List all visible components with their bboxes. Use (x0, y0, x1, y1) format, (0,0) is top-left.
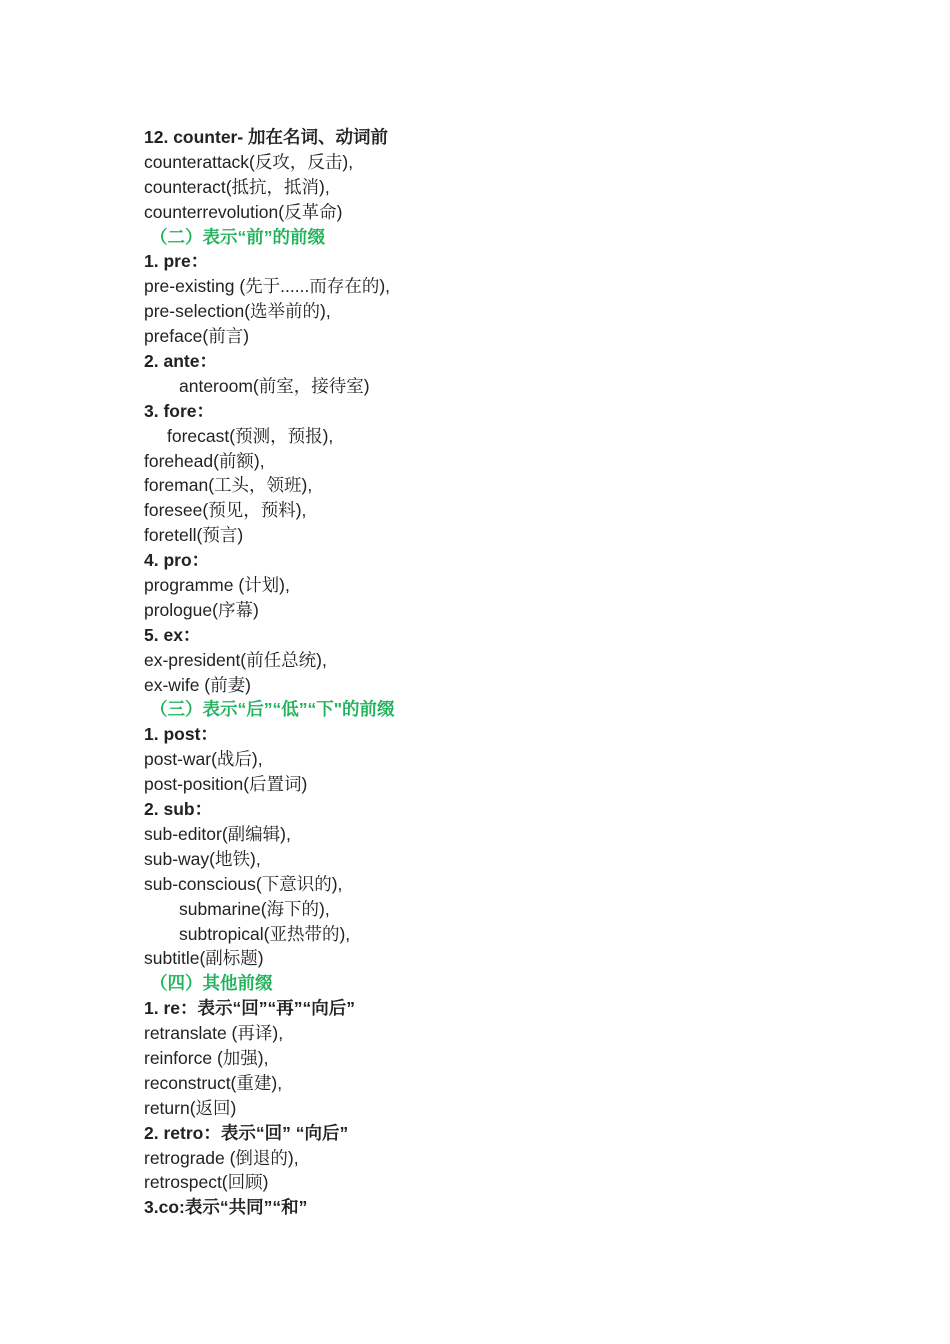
text-line: subtitle(副标题) (144, 948, 264, 969)
text-line: sub-conscious(下意识的), (144, 873, 343, 894)
section-heading-before: （二）表示“前”的前缀 (150, 226, 325, 247)
text-line: foresee(预见，预料), (144, 500, 307, 521)
heading-re: 1. re：表示“回”“再”“向后” (144, 998, 355, 1019)
text-line: reinforce (加强), (144, 1047, 269, 1068)
text-line: ex-president(前任总统), (144, 649, 327, 670)
text-line: counteract(抵抗，抵消), (144, 176, 330, 197)
text-line: prologue(序幕) (144, 599, 259, 620)
text-line: anteroom(前室，接待室) (179, 375, 370, 396)
heading-sub: 2. sub： (144, 799, 213, 820)
heading-pre: 1. pre： (144, 251, 209, 272)
section-heading-other: （四）其他前缀 (150, 973, 273, 994)
text-line: return(返回) (144, 1097, 237, 1118)
heading-pro: 4. pro： (144, 550, 210, 571)
text-line: programme (计划), (144, 575, 290, 596)
section-heading-after: （三）表示“后”“低”“下"的前缀 (150, 699, 395, 720)
heading-fore: 3. fore： (144, 400, 215, 421)
text-line: submarine(海下的), (179, 898, 330, 919)
text-line: ex-wife (前妻) (144, 674, 251, 695)
text-line: sub-editor(副编辑), (144, 823, 291, 844)
document-body (144, 125, 844, 1220)
heading-retro: 2. retro：表示“回” “向后” (144, 1122, 349, 1143)
text-line: counterattack(反攻，反击), (144, 151, 354, 172)
text-line: counterrevolution(反革命) (144, 201, 343, 222)
text-line: forecast(预测，预报), (167, 425, 334, 446)
heading-counter: 12. counter- 加在名词、动词前 (144, 127, 389, 147)
heading-ex: 5. ex： (144, 624, 201, 645)
text-line: retranslate (再译), (144, 1023, 284, 1044)
text-line: foreman(工头，领班), (144, 475, 313, 496)
text-line: reconstruct(重建), (144, 1072, 283, 1093)
text-line: retrograde (倒退的), (144, 1147, 299, 1168)
text-line: preface(前言) (144, 326, 250, 347)
heading-ante: 2. ante： (144, 351, 217, 372)
heading-post: 1. post： (144, 724, 218, 745)
text-line: forehead(前额), (144, 450, 265, 471)
text-line: subtropical(亚热带的), (179, 923, 351, 944)
text-line: post-war(战后), (144, 749, 263, 770)
text-line: sub-way(地铁), (144, 848, 261, 869)
heading-co: 3.co:表示“共同”“和” (144, 1197, 308, 1218)
text-line: foretell(预言) (144, 525, 244, 546)
text-line: pre-existing (先于......而存在的), (144, 276, 391, 297)
text-line: retrospect(回顾) (144, 1172, 269, 1193)
text-line: pre-selection(选举前的), (144, 301, 331, 322)
text-line: post-position(后置词) (144, 774, 308, 795)
